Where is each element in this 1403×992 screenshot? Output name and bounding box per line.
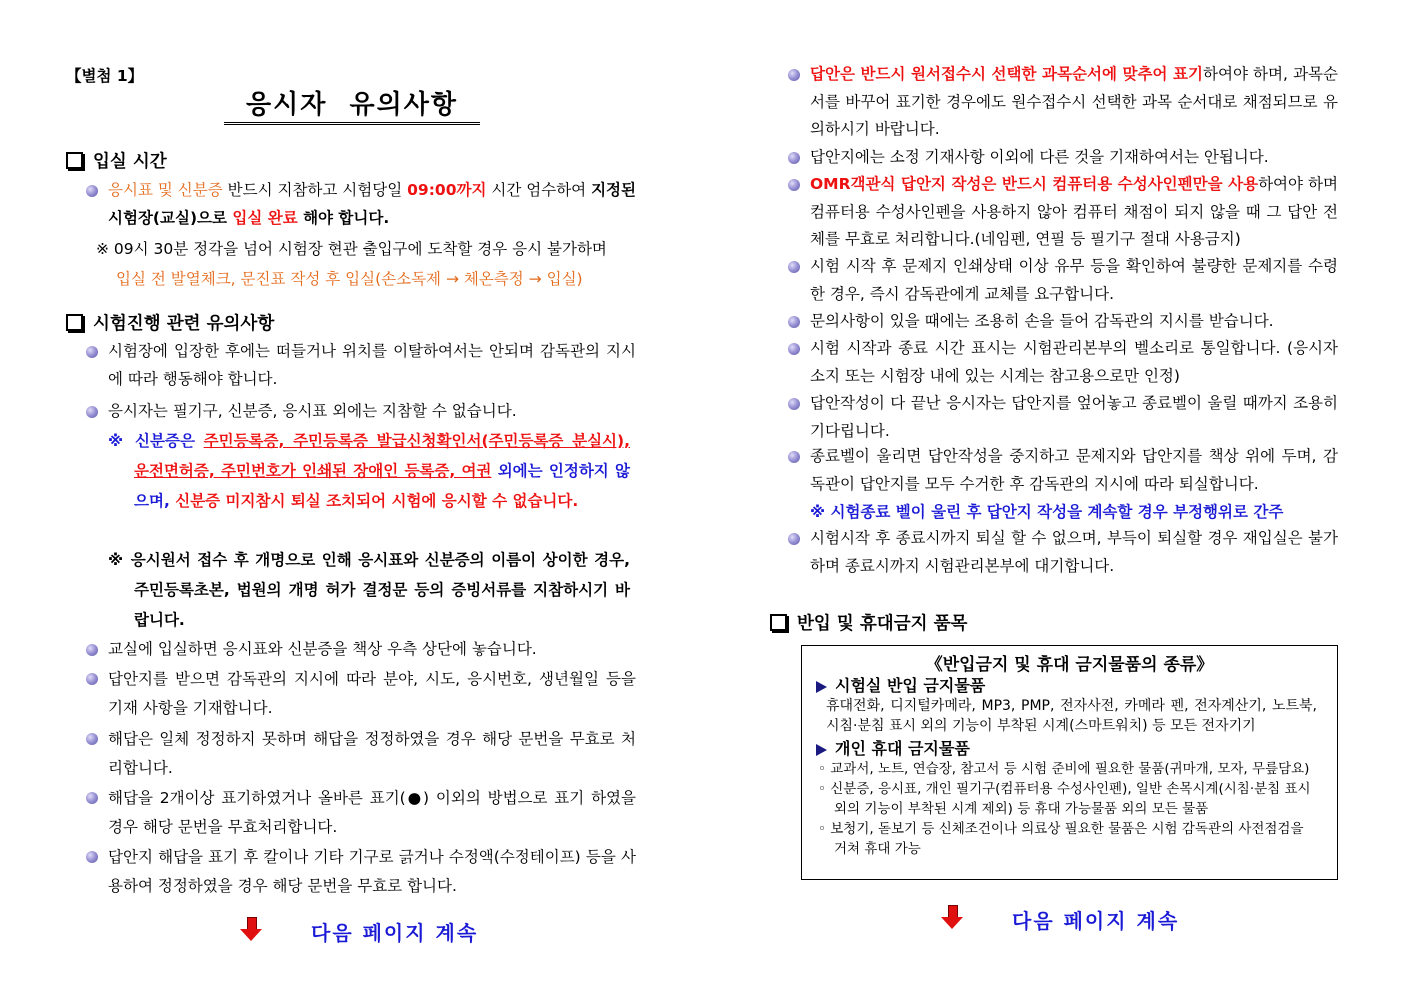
text-segment: 응시표 및 신분증	[108, 181, 223, 199]
bullet-icon	[788, 533, 800, 545]
list-item	[810, 335, 1338, 390]
list-item	[108, 398, 636, 426]
list-item	[108, 636, 636, 664]
list-item-text: 답안지를 받으면 감독관의 지시에 따라 분야, 시도, 응시번호, 생년월일 등을 기재 사항을 기재합니다.	[108, 670, 636, 717]
bullet-icon	[788, 316, 800, 328]
list-item-text: 교실에 입실하면 응시표와 신분증을 책상 우측 상단에 놓습니다.	[108, 640, 537, 658]
checkbox-square-icon	[66, 314, 83, 331]
page-title: 응시자 유의사항	[224, 88, 480, 125]
id-requirement-note	[108, 426, 630, 516]
list-item-text: 시험장에 입장한 후에는 떠들거나 위치를 이탈하여서는 안되며 감독관의 지시에 따라 행동해야 합니다.	[108, 342, 636, 388]
list-item-text: 종료벨이 울리면 답안작성을 중지하고 문제지와 답안지를 책상 위에 두며, 감독관이 답안지를 모두 수거한 후 감독관의 지시에 따라 퇴실합니다.	[810, 447, 1338, 493]
text-segment: 해야 합니다.	[297, 208, 390, 227]
bullet-icon	[788, 343, 800, 355]
list-item	[108, 784, 636, 842]
bullet-icon	[788, 179, 800, 191]
bullet-icon	[788, 398, 800, 410]
bullet-icon	[86, 406, 98, 418]
list-item	[810, 443, 1338, 498]
bullet-icon	[86, 673, 98, 685]
list-item	[810, 144, 1338, 172]
bullet-icon	[788, 451, 800, 463]
misconduct-warning: ※ 시험종료 벨이 울린 후 답안지 작성을 계속할 경우 부정행위로 간주	[810, 503, 1284, 521]
text-segment: 시간 엄수하여	[486, 181, 592, 199]
down-arrow-icon	[945, 905, 959, 929]
continue-next-page: 다음 페이지 계속	[311, 921, 479, 945]
list-item-text: 시험 시작 후 문제지 인쇄상태 이상 유무 등을 확인하여 불량한 문제지를 수령한 경우, 즉시 감독관에게 교체를 요구합니다.	[810, 257, 1338, 303]
list-item	[810, 61, 1338, 144]
bullet-icon	[86, 185, 98, 197]
triangle-right-icon	[816, 744, 827, 756]
list-item-text: 답안작성이 다 끝난 응시자는 답안지를 엎어놓고 종료벨이 울릴 때까지 조용히 기다립니다.	[810, 394, 1338, 440]
checkbox-square-icon	[66, 152, 83, 169]
list-item-text: 답안지 해답을 표기 후 칼이나 기타 기구로 긁거나 수정액(수정테이프) 등을 사용하여 정정하였을 경우 해당 문번을 무효로 합니다.	[108, 848, 636, 895]
text-segment: 주민등록증, 주민등록증 발급신청확인서(주민등록증 분실시), 운전면허증, 주민번호가 인쇄된 장애인 등록증, 여권	[134, 432, 630, 480]
bullet-icon	[86, 733, 98, 745]
list-item-text: 문의사항이 있을 때에는 조용히 손을 들어 감독관의 지시를 받습니다.	[810, 312, 1274, 330]
text-segment: 신분증 미지참시 퇴실 조치되어 시험에 응시할 수 없습니다.	[175, 492, 579, 510]
name-change-note: ※ 응시원서 접수 후 개명으로 인해 응시표와 신분증의 이름이 상이한 경우, 주민등록초본, 법원의 개명 허가 결정문 등의 증빙서류를 지참하시기 바랍니다.	[108, 551, 630, 629]
section-heading-exam-procedure	[66, 310, 274, 335]
bullet-icon	[86, 346, 98, 358]
text-segment: 하여야 하며, 과목순서를 바꾸어 표기한 경우에도 원수접수시 선택한 과목 순서대로 채점되므로 유의하시기 바랍니다.	[810, 65, 1338, 138]
bullet-icon	[86, 792, 98, 804]
subheading-text: 개인 휴대 금지물품	[835, 739, 970, 758]
list-item-text: 해답은 일체 정정하지 못하며 해답을 정정하였을 경우 해당 문번을 무효로 처리합니다.	[108, 730, 636, 777]
section-title: 시험진행 관련 유의사항	[93, 314, 275, 334]
attachment-label: 【별첨 1】	[66, 67, 144, 85]
list-item-text: 해답을 2개이상 표기하였거나 올바른 표기(●) 이외의 방법으로 표기 하였을 경우 해당 문번을 무효처리합니다.	[108, 789, 636, 836]
section-heading-entry-time	[66, 148, 167, 173]
text-segment: ※ 신분증은	[108, 432, 204, 450]
box-paragraph: 휴대전화, 디지털카메라, MP3, PMP, 전자사전, 카메라 펜, 전자계산기, 노트북, 시침·분침 표시 외의 기능이 부착된 시계(스마트워치) 등 모든 전자기기	[826, 698, 1317, 734]
entry-note-quarantine: 입실 전 발열체크, 문진표 작성 후 입실(손소독제 → 체온측정 → 입실)	[116, 270, 583, 288]
text-segment: 09:00까지	[407, 181, 487, 199]
list-item	[810, 308, 1338, 336]
list-item-text: 시험 시작과 종료 시간 표시는 시험관리본부의 벨소리로 통일합니다. (응시자 소지 또는 시험장 내에 있는 시계는 참고용으로만 인정)	[810, 339, 1338, 385]
text-segment: OMR객관식 답안지 작성은 반드시 컴퓨터용 수성사인펜만을 사용	[810, 175, 1259, 193]
bullet-icon	[788, 152, 800, 164]
bullet-icon	[788, 69, 800, 81]
box-list-item: ◦ 신분증, 응시표, 개인 필기구(컴퓨터용 수성사인펜), 일반 손목시계(시침·분침 표시 외의 기능이 부착된 시계 제외) 등 휴대 가능물품 외의 모든 물품	[818, 781, 1311, 817]
subheading-text: 시험실 반입 금지물품	[835, 676, 986, 695]
box-title: 《반입금지 및 휴대 금지물품의 종류》	[925, 655, 1214, 675]
section-title: 반입 및 휴대금지 품목	[797, 614, 968, 634]
bullet-icon	[788, 261, 800, 273]
entry-note: ※ 09시 30분 정각을 넘어 시험장 현관 출입구에 도착할 경우 응시 불가하며	[96, 240, 607, 258]
list-item	[810, 390, 1338, 445]
section-heading-prohibited-items	[770, 610, 967, 635]
list-item-text: 시험시작 후 종료시까지 퇴실 할 수 없으며, 부득이 퇴실할 경우 재입실은 불가하며 종료시까지 시험관리본부에 대기합니다.	[810, 529, 1338, 575]
box-list-item: ◦ 보청기, 돋보기 등 신체조건이나 의료상 필요한 물품은 시험 감독관의 사전점검을 거쳐 휴대 가능	[818, 821, 1304, 857]
text-segment: 외에는 인정하지 않으며,	[134, 462, 630, 510]
text-segment: 지정된 시험장(교실)으로	[108, 181, 636, 227]
checkbox-square-icon	[770, 614, 787, 631]
list-item-text: 답안지에는 소정 기재사항 이외에 다른 것을 기재하여서는 안됩니다.	[810, 148, 1269, 166]
list-item	[108, 177, 636, 232]
continue-next-page: 다음 페이지 계속	[1012, 909, 1180, 933]
text-segment: 입실 완료	[232, 208, 298, 227]
list-item	[108, 843, 636, 901]
bullet-icon	[86, 851, 98, 863]
text-segment: 답안은 반드시 원서접수시 선택한 과목순서에 맞추어 표기	[810, 65, 1203, 83]
section-title: 입실 시간	[93, 152, 167, 172]
bullet-icon	[86, 644, 98, 656]
list-item	[810, 171, 1338, 254]
triangle-right-icon	[816, 681, 827, 693]
list-item	[108, 665, 636, 723]
text-segment: 반드시 지참하고 시험당일	[222, 181, 408, 199]
list-item	[108, 725, 636, 783]
list-item	[810, 253, 1338, 308]
text-segment: 하여야 하며 컴퓨터용 수성사인펜을 사용하지 않아 컴퓨터 채점이 되지 않을 때 그 답안 전체를 무효로 처리합니다.(네임펜, 연필 등 필기구 절대 사용금지)	[810, 175, 1338, 248]
prohibited-items-box	[801, 645, 1338, 880]
box-subheading	[816, 675, 1337, 696]
box-subheading	[816, 738, 1337, 759]
list-item-text: 응시자는 필기구, 신분증, 응시표 외에는 지참할 수 없습니다.	[108, 402, 517, 420]
down-arrow-icon	[244, 917, 258, 941]
list-item	[108, 338, 636, 393]
box-list-item: ◦ 교과서, 노트, 연습장, 참고서 등 시험 준비에 필요한 물품(귀마개, 모자, 무릎담요)	[818, 761, 1310, 777]
list-item	[810, 525, 1338, 580]
